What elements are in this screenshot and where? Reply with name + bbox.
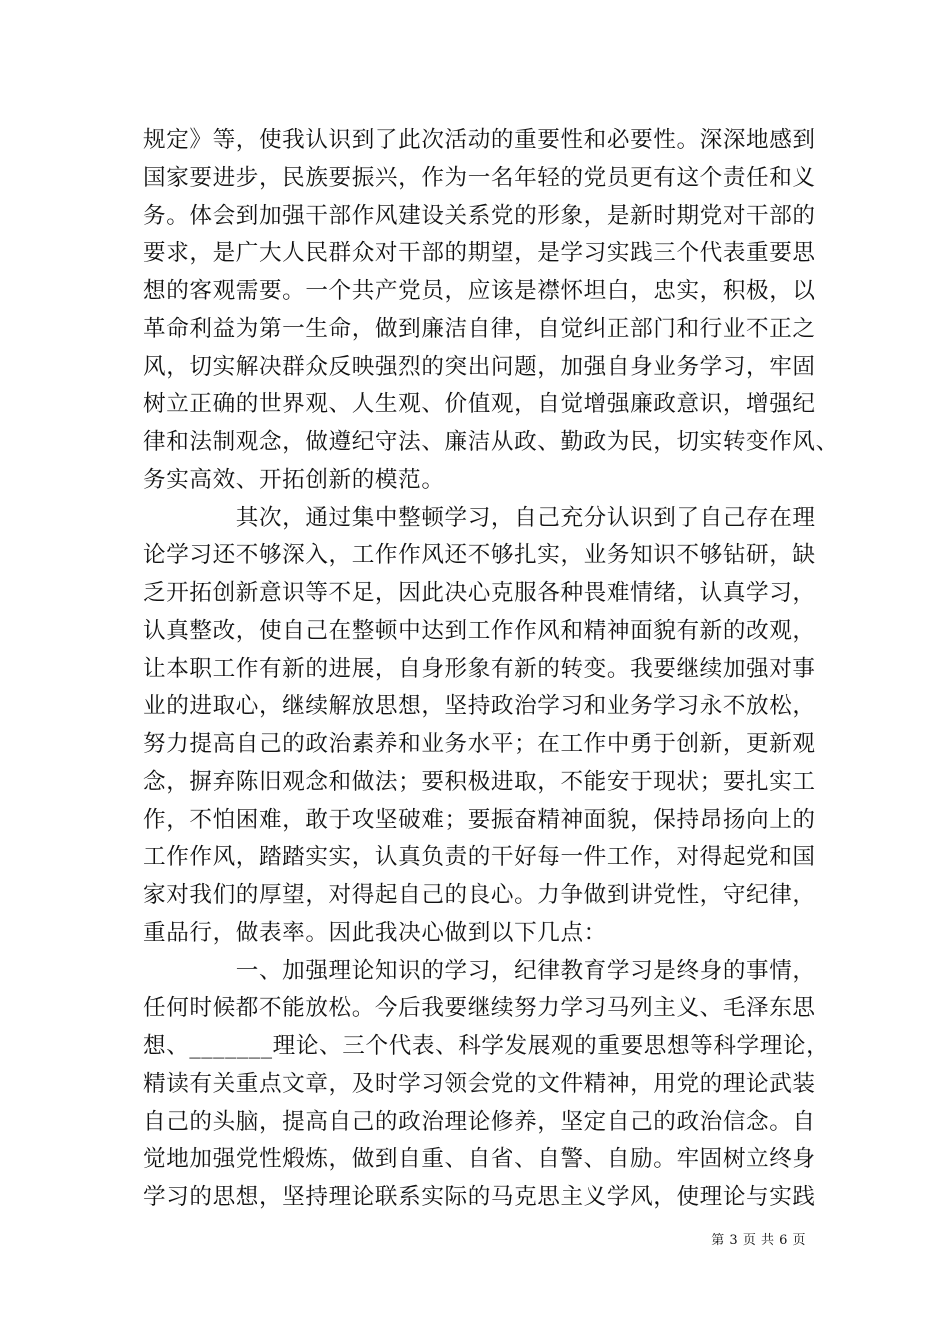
text-line: 国家要进步，民族要振兴，作为一名年轻的党员更有这个责任和义 xyxy=(143,164,816,191)
text-line: 觉地加强党性煅炼，做到自重、自省、自警、自励。牢固树立终身 xyxy=(143,1146,816,1173)
text-line: 规定》等，使我认识到了此次活动的重要性和必要性。深深地感到 xyxy=(143,127,816,153)
text-line: 工作作风，踏踏实实，认真负责的干好每一件工作，对得起党和国 xyxy=(143,844,816,871)
text-line: 精读有关重点文章，及时学习领会党的文件精神，用党的理论武装 xyxy=(143,1070,816,1097)
text-line: 论学习还不够深入，工作作风还不够扎实，业务知识不够钻研，缺 xyxy=(143,542,816,569)
text-line: 自己的头脑，提高自己的政治理论修养，坚定自己的政治信念。自 xyxy=(143,1108,816,1135)
text-line: 风，切实解决群众反映强烈的突出问题，加强自身业务学习，牢固 xyxy=(143,353,816,380)
text-line: 想、_______理论、三个代表、科学发展观的重要思想等科学理论， xyxy=(143,1033,830,1059)
text-line: 其次，通过集中整顿学习，自己充分认识到了自己存在理 xyxy=(143,504,816,531)
text-line: 务实高效、开拓创新的模范。 xyxy=(143,466,445,493)
text-line: 让本职工作有新的进展，自身形象有新的转变。我要继续加强对事 xyxy=(143,655,816,682)
text-line: 律和法制观念，做遵纪守法、廉洁从政、勤政为民，切实转变作风、 xyxy=(143,429,839,455)
text-line: 认真整改，使自己在整顿中达到工作作风和精神面貌有新的改观， xyxy=(143,617,816,644)
text-line: 努力提高自己的政治素养和业务水平；在工作中勇于创新，更新观 xyxy=(143,731,816,757)
text-line: 树立正确的世界观、人生观、价值观，自觉增强廉政意识，增强纪 xyxy=(143,391,816,418)
text-line: 要求，是广大人民群众对干部的期望，是学习实践三个代表重要思 xyxy=(143,240,816,267)
text-line: 任何时候都不能放松。今后我要继续努力学习马列主义、毛泽东思 xyxy=(143,995,816,1022)
text-line: 念，摒弃陈旧观念和做法；要积极进取，不能安于现状；要扎实工 xyxy=(143,768,816,795)
text-line: 想的客观需要。一个共产党员，应该是襟怀坦白，忠实，积极，以 xyxy=(143,278,816,304)
text-line: 业的进取心，继续解放思想，坚持政治学习和业务学习永不放松， xyxy=(143,693,816,720)
text-line: 重品行，做表率。因此我决心做到以下几点： xyxy=(143,919,607,946)
text-line: 学习的思想，坚持理论联系实际的马克思主义学风，使理论与实践 xyxy=(143,1184,816,1210)
page-number-footer: 第 3 页 共 6 页 xyxy=(711,1233,806,1248)
text-line: 务。体会到加强干部作风建设关系党的形象，是新时期党对干部的 xyxy=(143,202,816,229)
text-line: 作，不怕困难，敢于攻坚破难；要振奋精神面貌，保持昂扬向上的 xyxy=(143,806,816,833)
body-text xyxy=(143,122,839,1217)
text-line: 家对我们的厚望，对得起自己的良心。力争做到讲党性，守纪律， xyxy=(143,882,816,908)
text-line: 革命利益为第一生命，做到廉洁自律，自觉纠正部门和行业不正之 xyxy=(143,315,816,342)
text-line: 乏开拓创新意识等不足，因此决心克服各种畏难情绪，认真学习， xyxy=(143,580,816,606)
text-line: 一、加强理论知识的学习，纪律教育学习是终身的事情， xyxy=(143,957,816,984)
